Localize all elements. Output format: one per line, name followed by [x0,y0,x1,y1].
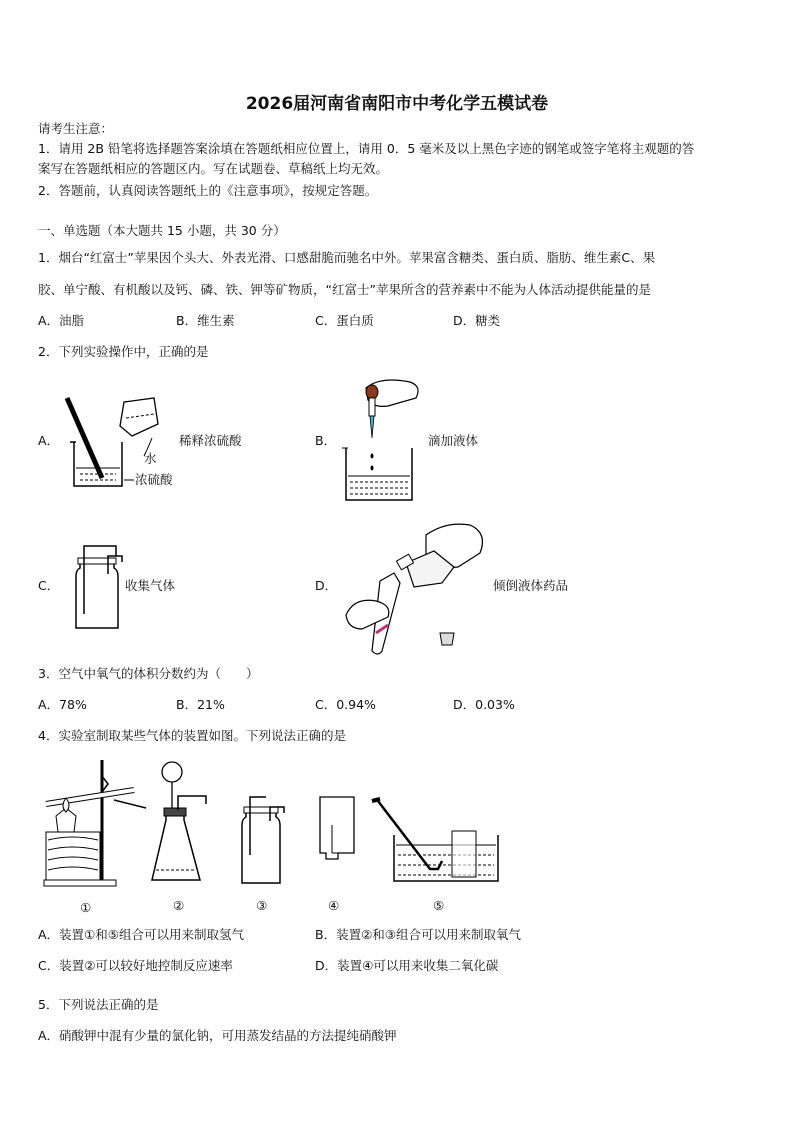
q3-option-b: B．21% [176,697,225,712]
q4-label-2: ② [173,898,185,913]
gas-bottle-figure [66,544,126,632]
q4-option-c: C．装置②可以较好地控制反应速率 [38,958,233,973]
apparatus-3-figure [232,795,288,885]
q4-stem: 4．实验室制取某些气体的装置如图。下列说法正确的是 [38,728,346,743]
q2-option-a-caption: 稀释浓硫酸 [179,433,242,448]
q4-label-3: ③ [256,898,268,913]
notice-line-1b: 案写在答题纸相应的答题区内。写在试题卷、草稿纸上均无效。 [38,161,389,176]
q2-option-d-caption: 倾倒液体药品 [493,578,569,593]
q4-label-4: ④ [328,898,340,913]
q4-option-d: D．装置④可以用来收集二氧化碳 [315,958,499,973]
q2-option-b-caption: 滴加液体 [428,433,479,448]
q4-label-5: ⑤ [433,898,445,913]
q3-option-a: A．78% [38,697,87,712]
q4-option-b: B．装置②和③组合可以用来制取氧气 [315,927,521,942]
q1-option-c: C．蛋白质 [315,313,374,328]
q5-stem: 5．下列说法正确的是 [38,997,159,1012]
apparatus-2-figure [148,760,210,890]
dropper-figure [340,376,425,504]
q2-option-a-label: A． [38,433,60,448]
q3-option-d: D．0.03% [453,697,515,712]
q5-option-a: A．硝酸钾中混有少量的氯化钠，可用蒸发结晶的方法提纯硝酸钾 [38,1028,397,1043]
section-heading: 一、单选题（本大题共 15 小题，共 30 分） [38,223,286,238]
notice-heading: 请考生注意： [38,121,114,136]
q2-option-c-caption: 收集气体 [125,578,176,593]
q3-stem: 3．空气中氧气的体积分数约为（ ） [38,666,259,681]
q2-water-label: 水 [144,451,157,466]
notice-line-2: 2．答题前，认真阅读答题纸上的《注意事项》，按规定答题。 [38,183,378,198]
q2-option-b-label: B． [315,433,337,448]
q2-acid-label: 浓硫酸 [135,472,173,487]
notice-line-1a: 1．请用 2B 铅笔将选择题答案涂填在答题纸相应位置上，请用 0．5 毫米及以上黑色字迹的钢笔或签字笔将主观题的答 [38,141,695,156]
q1-stem-line2: 胶、单宁酸、有机酸以及钙、磷、铁、钾等矿物质，“红富士”苹果所含的营养素中不能为人体活动提供能量的是 [38,282,651,297]
apparatus-1-figure [38,756,148,892]
q1-option-a: A．油脂 [38,313,85,328]
q2-option-c-label: C． [38,578,60,593]
q3-option-c: C．0.94% [315,697,376,712]
q4-option-a: A．装置①和⑤组合可以用来制取氢气 [38,927,244,942]
q1-option-d: D．糖类 [453,313,501,328]
pour-liquid-figure [342,517,494,655]
page-title: 2026届河南省南阳市中考化学五模试卷 [245,94,549,114]
q4-label-1: ① [80,900,92,915]
q1-option-b: B．维生素 [176,313,235,328]
q1-stem-line1: 1．烟台“红富士”苹果因个头大、外表光滑、口感甜脆而驰名中外。苹果富含糖类、蛋白质、脂肪、维生素C、果 [38,250,656,265]
q2-option-d-label: D． [315,578,338,593]
q2-stem: 2．下列实验操作中，正确的是 [38,344,209,359]
apparatus-4-figure [316,795,358,863]
apparatus-5-figure [366,795,502,885]
